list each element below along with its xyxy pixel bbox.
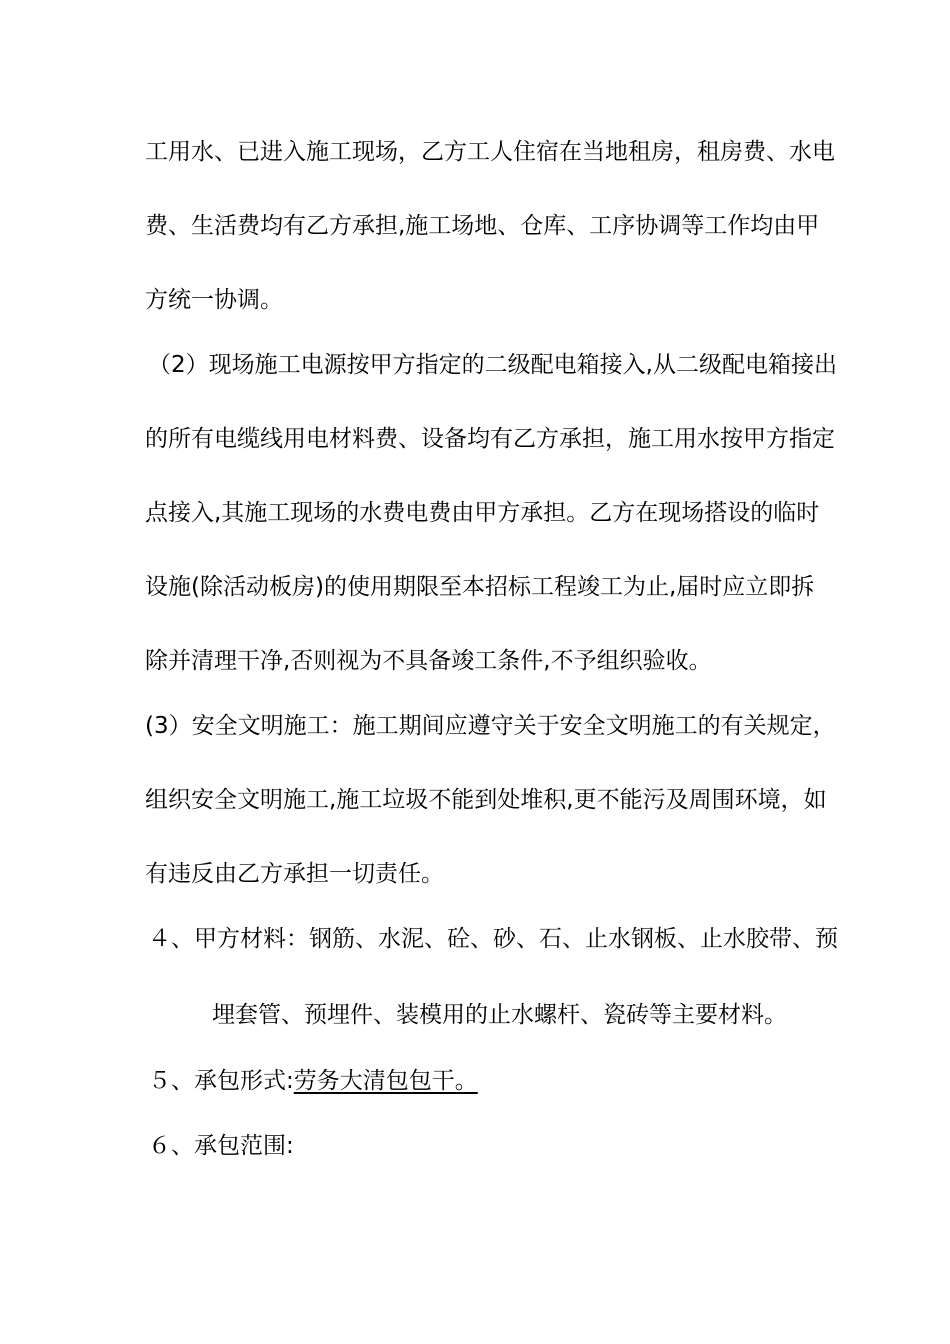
- contract-scope-label: ６、承包范围:: [148, 1133, 294, 1159]
- paragraph-line: 有违反由乙方承担一切责任。: [145, 861, 444, 887]
- paragraph-line: 方统一协调。: [145, 287, 283, 313]
- paragraph-line: (3）安全文明施工：施工期间应遵守关于安全文明施工的有关规定，: [145, 713, 836, 739]
- paragraph-line: 点接入,其施工现场的水费电费由甲方承担。乙方在现场搭设的临时: [145, 500, 820, 526]
- paragraph-line: 组织安全文明施工,施工垃圾不能到处堆积,更不能污及周围环境，如: [145, 787, 827, 813]
- materials-item-continuation: 埋套管、预埋件、装模用的止水螺杆、瓷砖等主要材料。: [212, 1002, 787, 1028]
- paragraph-line: 的所有电缆线用电材料费、设备均有乙方承担，施工用水按甲方指定: [145, 426, 835, 452]
- paragraph-line: 工用水、已进入施工现场，乙方工人住宿在当地租房，租房费、水电: [145, 139, 835, 165]
- contract-form-item: [148, 1066, 828, 1096]
- contract-scope-item: [148, 1131, 828, 1161]
- paragraph-line: 费、生活费均有乙方承担,施工场地、仓库、工序协调等工作均由甲: [145, 213, 820, 239]
- paragraph-line: （2）现场施工电源按甲方指定的二级配电箱接入,从二级配电箱接出: [148, 352, 837, 378]
- contract-form-label: ５、承包形式:: [148, 1068, 294, 1094]
- contract-form-value: 劳务大清包包干。: [293, 1068, 478, 1094]
- paragraph-line: 设施(除活动板房)的使用期限至本招标工程竣工为止,届时应立即拆: [145, 574, 815, 600]
- materials-item-line: ４、甲方材料：钢筋、水泥、砼、砂、石、止水钢板、止水胶带、预: [148, 926, 838, 952]
- paragraph-line: 除并清理干净,否则视为不具备竣工条件,不予组织验收。: [145, 648, 712, 674]
